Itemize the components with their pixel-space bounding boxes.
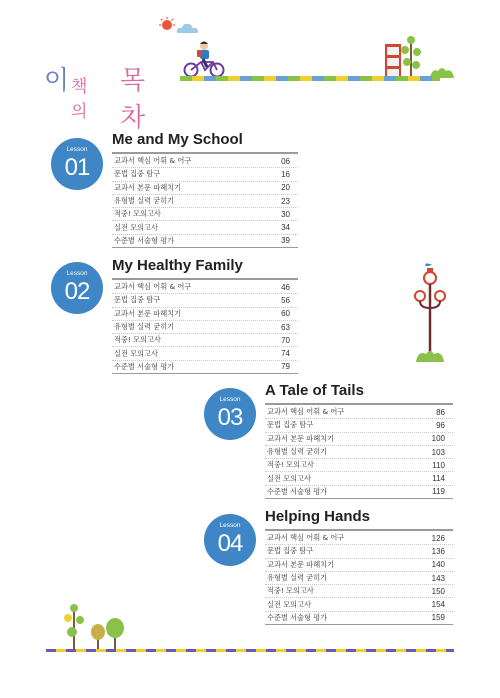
lesson-title: Me and My School [112, 131, 243, 148]
toc-entry-page: 79 [281, 362, 290, 372]
toc-entry[interactable] [265, 572, 453, 585]
bird-icon [425, 263, 432, 266]
lesson-badge [204, 388, 256, 440]
toc-entry-page: 60 [281, 309, 290, 319]
toc-entry[interactable] [112, 294, 298, 307]
toc-entry-name: 적중! 모의고사 [114, 335, 161, 345]
title-part-2: 책의 [71, 77, 88, 122]
lesson-contents [112, 155, 298, 248]
title-part-1: 이 [44, 66, 70, 96]
toc-entry-name: 교과서 본문 파헤치기 [267, 433, 335, 443]
title-underline [112, 152, 298, 154]
sun-icon [156, 16, 178, 32]
toc-entry-page: 114 [432, 474, 445, 484]
toc-entry-name: 실전 모의고사 [114, 348, 158, 358]
street-lamp-illustration [414, 258, 446, 362]
toc-entry-page: 140 [431, 560, 445, 570]
toc-entry-name: 적중! 모의고사 [267, 460, 314, 470]
toc-entry[interactable] [265, 486, 453, 499]
toc-entry-page: 30 [281, 209, 290, 219]
toc-entry-name: 수준별 서술형 평가 [114, 361, 175, 371]
toc-entry[interactable] [265, 612, 453, 625]
tree-icon [62, 602, 130, 650]
lesson-label: Lesson [66, 146, 88, 153]
toc-entry-page: 154 [431, 600, 445, 610]
toc-entry[interactable] [265, 532, 453, 545]
toc-entry[interactable] [112, 182, 298, 195]
toc-entry-page: 150 [431, 586, 445, 596]
toc-entry[interactable] [112, 155, 298, 168]
toc-entry[interactable] [112, 361, 298, 374]
toc-entry-name: 유형별 실력 굳히기 [114, 196, 175, 206]
toc-entry[interactable] [112, 334, 298, 347]
cloud-icon [176, 22, 200, 34]
title-underline [265, 403, 453, 405]
toc-entry-name: 수준별 서술형 평가 [267, 486, 328, 496]
toc-entry-name: 유형별 실력 굳히기 [267, 573, 328, 583]
toc-entry-page: 06 [281, 156, 290, 166]
toc-entry[interactable] [265, 585, 453, 598]
toc-entry[interactable] [112, 235, 298, 248]
toc-entry-page: 16 [281, 169, 290, 179]
toc-entry-name: 문법 집중 탐구 [267, 420, 314, 430]
title-underline [265, 529, 453, 531]
cyclist-illustration [183, 40, 227, 78]
toc-entry-page: 34 [281, 223, 290, 233]
toc-entry-page: 103 [431, 447, 445, 457]
toc-entry-name: 실전 모의고사 [267, 599, 311, 609]
toc-entry-page: 110 [432, 460, 445, 470]
toc-entry-name: 적중! 모의고사 [267, 586, 314, 596]
toc-entry[interactable] [265, 419, 453, 432]
lesson-title: A Tale of Tails [265, 382, 364, 399]
toc-entry-page: 86 [436, 407, 445, 417]
toc-entry[interactable] [265, 545, 453, 558]
toc-entry-name: 문법 집중 탐구 [114, 295, 161, 305]
lesson-label: Lesson [219, 396, 241, 403]
toc-entry-page: 63 [281, 322, 290, 332]
toc-entry-name: 수준별 서술형 평가 [114, 235, 175, 245]
lesson-badge [204, 514, 256, 566]
lesson-number: 01 [64, 154, 90, 181]
lesson-contents [265, 406, 453, 499]
lesson-label: Lesson [66, 270, 88, 277]
toc-entry[interactable] [112, 321, 298, 334]
toc-entry-page: 56 [281, 295, 290, 305]
toc-entry-page: 136 [431, 546, 445, 556]
toc-entry-page: 70 [281, 335, 290, 345]
lesson-label: Lesson [219, 522, 241, 529]
top-ground-strip [180, 76, 440, 81]
lesson-contents [265, 532, 453, 625]
toc-entry[interactable] [112, 281, 298, 294]
toc-entry-page: 39 [281, 236, 290, 246]
toc-entry-name: 교과서 본문 파헤치기 [114, 182, 182, 192]
toc-entry[interactable] [112, 308, 298, 321]
toc-entry-name: 실전 모의고사 [267, 473, 311, 483]
toc-entry[interactable] [265, 598, 453, 611]
lesson-number: 03 [217, 404, 243, 431]
toc-entry-name: 실전 모의고사 [114, 222, 158, 232]
toc-entry[interactable] [265, 406, 453, 419]
toc-entry[interactable] [112, 347, 298, 360]
toc-entry-page: 119 [432, 487, 445, 497]
toc-entry[interactable] [265, 433, 453, 446]
title-underline [112, 278, 298, 280]
toc-entry-name: 교과서 핵심 어휘 & 어구 [267, 407, 345, 417]
lesson-title: My Healthy Family [112, 257, 243, 274]
toc-entry-name: 문법 집중 탐구 [267, 546, 314, 556]
toc-entry[interactable] [265, 559, 453, 572]
title-part-3-display: 목차 [120, 66, 146, 133]
toc-entry-name: 교과서 본문 파헤치기 [267, 559, 335, 569]
toc-entry[interactable] [112, 221, 298, 234]
toc-entry-name: 문법 집중 탐구 [114, 169, 161, 179]
lesson-number: 02 [64, 278, 90, 305]
toc-entry-name: 교과서 핵심 어휘 & 어구 [267, 533, 345, 543]
toc-entry-page: 74 [281, 349, 290, 359]
toc-entry-name: 교과서 핵심 어휘 & 어구 [114, 156, 192, 166]
toc-entry-page: 100 [431, 434, 445, 444]
toc-entry-name: 교과서 본문 파헤치기 [114, 308, 182, 318]
toc-entry-page: 159 [431, 613, 445, 623]
toc-entry-name: 적중! 모의고사 [114, 209, 161, 219]
toc-entry-page: 46 [281, 282, 290, 292]
toc-entry[interactable] [265, 472, 453, 485]
lesson-badge [51, 138, 103, 190]
lesson-number: 04 [217, 530, 243, 557]
toc-entry-page: 20 [281, 183, 290, 193]
toc-entry-name: 유형별 실력 굳히기 [267, 447, 328, 457]
toc-entry-name: 유형별 실력 굳히기 [114, 322, 175, 332]
bottom-ground-strip [46, 649, 454, 652]
toc-entry-page: 23 [281, 196, 290, 206]
lesson-title: Helping Hands [265, 508, 371, 525]
toc-entry[interactable] [265, 459, 453, 472]
toc-entry[interactable] [112, 208, 298, 221]
toc-entry[interactable] [112, 195, 298, 208]
toc-entry-name: 수준별 서술형 평가 [267, 612, 328, 622]
toc-entry-page: 143 [431, 573, 445, 583]
toc-entry-name: 교과서 핵심 어휘 & 어구 [114, 282, 192, 292]
toc-entry[interactable] [112, 168, 298, 181]
toc-entry-page: 126 [431, 533, 445, 543]
tree-icon [399, 34, 423, 78]
toc-entry-page: 96 [436, 420, 445, 430]
lesson-contents [112, 281, 298, 374]
toc-entry[interactable] [265, 446, 453, 459]
lesson-badge [51, 262, 103, 314]
